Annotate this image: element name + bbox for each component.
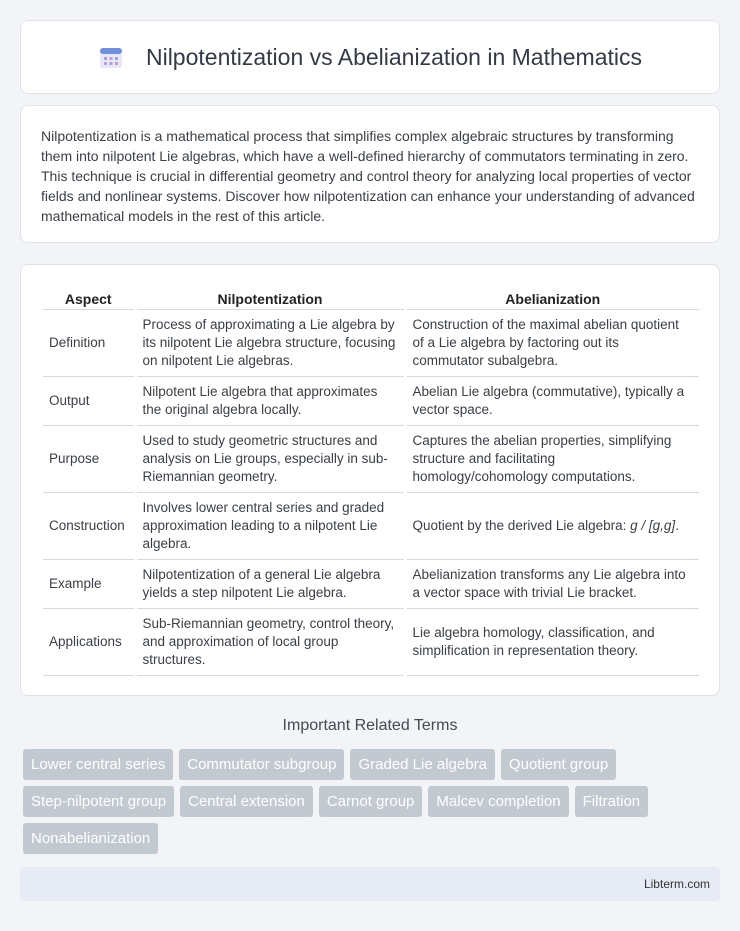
row-nilpotentization: Involves lower central series and graded approximation leading to a nilpotent Lie algebra.	[135, 492, 405, 559]
table-row	[43, 376, 699, 425]
table-header-row	[43, 285, 699, 309]
related-term-tag[interactable]: Filtration	[575, 786, 649, 817]
row-abelianization: Abelian Lie algebra (commutative), typically a vector space.	[405, 376, 699, 425]
title-card	[20, 20, 720, 94]
comparison-card	[20, 264, 720, 696]
row-abelianization: Construction of the maximal abelian quotient of a Lie algebra by factoring out its commutator subalgebra.	[405, 309, 699, 376]
construction-text: Quotient by the derived Lie algebra:	[412, 517, 631, 533]
table-row	[43, 608, 699, 675]
related-term-tag[interactable]: Quotient group	[501, 749, 616, 780]
header-abelianization: Abelianization	[405, 285, 699, 309]
row-aspect: Output	[43, 376, 135, 425]
construction-suffix: .	[675, 517, 679, 533]
table-row	[43, 425, 699, 492]
row-aspect: Purpose	[43, 425, 135, 492]
related-term-tag[interactable]: Carnot group	[319, 786, 423, 817]
row-abelianization: Lie algebra homology, classification, and simplification in representation theory.	[405, 608, 699, 675]
row-aspect: Applications	[43, 608, 135, 675]
related-term-tag[interactable]: Step-nilpotent group	[23, 786, 174, 817]
related-term-tag[interactable]: Central extension	[180, 786, 313, 817]
related-terms-list	[23, 749, 703, 860]
row-abelianization: Captures the abelian properties, simplifying structure and facilitating homology/cohomology computations.	[405, 425, 699, 492]
row-abelianization: Abelianization transforms any Lie algebra into a vector space with trivial Lie bracket.	[405, 559, 699, 608]
related-terms-heading: Important Related Terms	[282, 717, 458, 734]
row-nilpotentization: Sub-Riemannian geometry, control theory, and approximation of local group structures.	[135, 608, 405, 675]
table-row	[43, 492, 699, 559]
related-term-tag[interactable]: Lower central series	[23, 749, 173, 780]
related-term-tag[interactable]: Nonabelianization	[23, 823, 158, 854]
table-row	[43, 309, 699, 376]
header-aspect: Aspect	[43, 285, 135, 309]
calendar-icon	[98, 44, 124, 70]
related-term-tag[interactable]: Malcev completion	[428, 786, 568, 817]
row-nilpotentization: Nilpotentization of a general Lie algebra yields a step nilpotent Lie algebra.	[135, 559, 405, 608]
related-term-tag[interactable]: Commutator subgroup	[179, 749, 344, 780]
row-nilpotentization: Nilpotent Lie algebra that approximates the original algebra locally.	[135, 376, 405, 425]
row-aspect: Definition	[43, 309, 135, 376]
table-row	[43, 559, 699, 608]
intro-paragraph: Nilpotentization is a mathematical process that simplifies complex algebraic structures by transforming them into nilpotent Lie algebras, which have a well-defined hierarchy of commutators terminating in zero. This technique is crucial in differential geometry and control theory for analyzing local properties of vector fields and nonlinear systems. Discover how nilpotentization can enhance your understanding of advanced mathematical models in the rest of this article.	[41, 128, 695, 224]
footer	[20, 867, 720, 901]
row-nilpotentization: Used to study geometric structures and analysis on Lie groups, especially in sub-Riemannian geometry.	[135, 425, 405, 492]
related-term-tag[interactable]: Graded Lie algebra	[350, 749, 494, 780]
row-abelianization	[405, 492, 699, 559]
page-title: Nilpotentization vs Abelianization in Mathematics	[145, 43, 643, 70]
row-nilpotentization: Process of approximating a Lie algebra by its nilpotent Lie algebra structure, focusing on nilpotent Lie algebras.	[135, 309, 405, 376]
comparison-table	[43, 285, 699, 676]
row-aspect: Construction	[43, 492, 135, 559]
quotient-formula: g / [g,g]	[630, 517, 676, 533]
intro-card	[20, 105, 720, 243]
footer-site-link[interactable]: Libterm.com	[643, 877, 710, 891]
header-nilpotentization: Nilpotentization	[135, 285, 405, 309]
row-aspect: Example	[43, 559, 135, 608]
